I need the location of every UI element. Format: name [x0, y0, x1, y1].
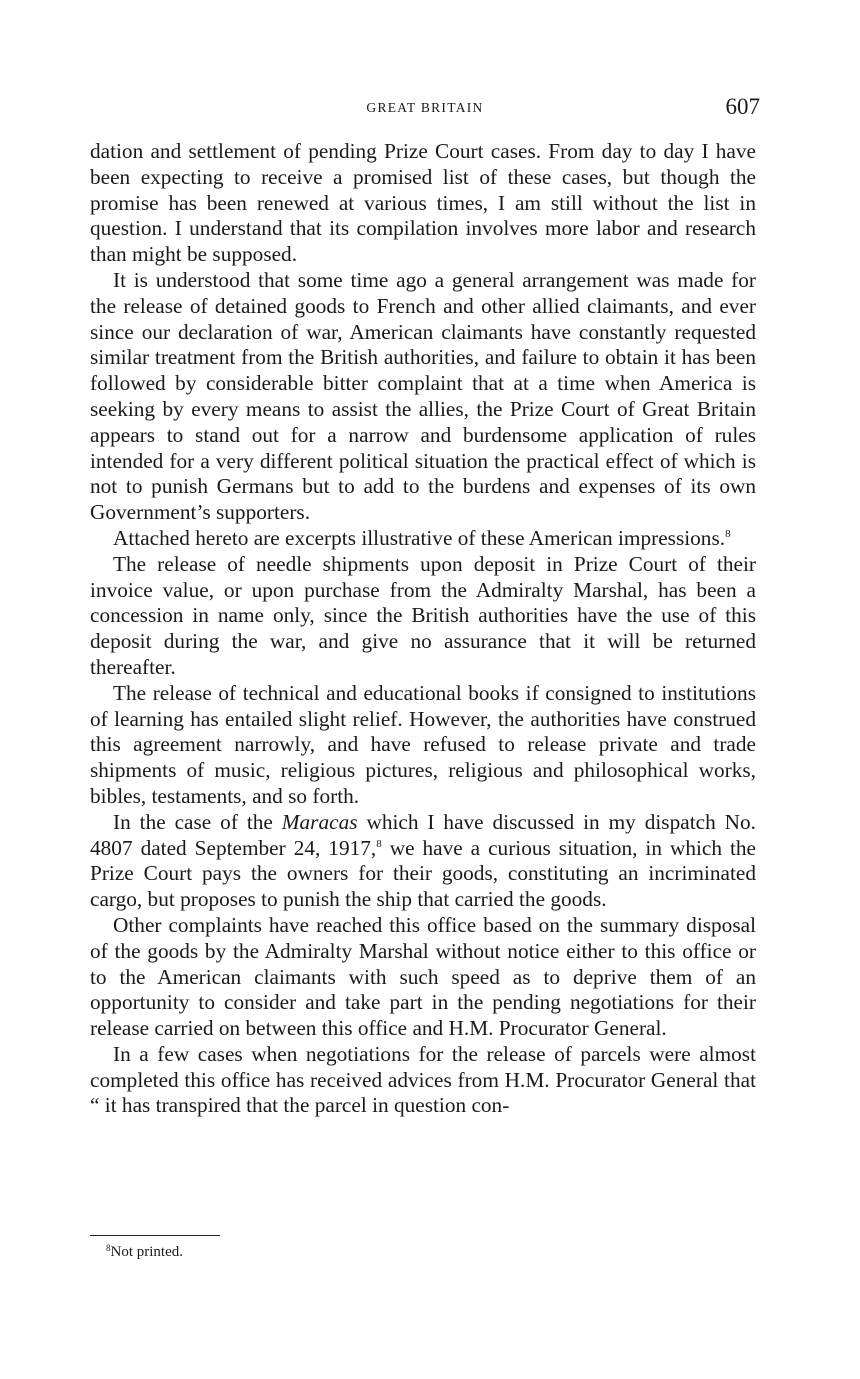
footnote-reference: 8: [725, 527, 731, 540]
running-head: [90, 94, 760, 124]
page-number: 607: [725, 94, 760, 119]
footnote-reference: 8: [376, 837, 382, 850]
footnote-text: Not printed.: [110, 1244, 183, 1260]
paragraph-1: dation and settlement of pending Prize Court cases. From day to day I have been expecting to receive a promised list of these cases, but though the promise has been renewed at various times, I am still without the list in question. I understand that its compilation involves more labor and research than might be supposed.: [90, 139, 756, 267]
running-title: GREAT BRITAIN: [366, 100, 484, 115]
body-text: [90, 139, 756, 1119]
paragraph-3-text: Attached hereto are excerpts illustrative of these American impressions.: [113, 525, 726, 550]
paragraph-6-text-a: In the case of the: [113, 809, 282, 834]
paragraph-6-text-c: we have a curious situation, in which the Prize Court pays the owners for their goods, constituting an incriminated cargo, but proposes to punish the ship that carried the goods.: [90, 835, 756, 912]
paragraph-6-text-b: which I have discussed in my dispatch No. 4807 dated September 24, 1917,: [90, 809, 756, 860]
paragraph-8: In a few cases when negotiations for the release of parcels were almost completed this office has received advices from H.M. Procurator General that “ it has transpired that the parcel in question con-: [90, 1041, 756, 1118]
paragraph-2: It is understood that some time ago a general arrangement was made for the release of detained goods to French and other allied claimants, and ever since our declaration of war, American claimants have constantly requested similar treatment from the British authorities, and failure to obtain it has been followed by considerable bitter complaint that at a time when America is seeking by every means to assist the allies, the Prize Court of Great Britain appears to stand out for a narrow and burdensome application of rules intended for a very different political situation the practical effect of which is not to punish Germans but to add to the burdens and expenses of its own Government’s supporters.: [90, 267, 756, 525]
paragraph-3: [90, 526, 756, 552]
footnote-marker: 8: [106, 1243, 111, 1253]
paragraph-4: The release of needle shipments upon deposit in Prize Court of their invoice value, or upon purchase from the Admiralty Marshal, has been a concession in name only, since the British authorities have the use of this deposit during the war, and give no assurance that it will be returned thereafter.: [90, 551, 756, 679]
footnote-divider: [90, 1235, 220, 1236]
ship-name: Maracas: [281, 809, 358, 834]
footnote: [106, 1242, 183, 1262]
paragraph-6: [90, 810, 756, 913]
paragraph-7: Other complaints have reached this office based on the summary disposal of the goods by the Admiralty Marshal without notice either to this office or to the American claimants with such speed as to deprive them of an opportunity to consider and take part in the pending negotiations for their release carried on between this office and H.M. Procurator General.: [90, 912, 756, 1041]
paragraph-5: The release of technical and educational books if consigned to institutions of learning has entailed slight relief. However, the authorities have construed this agreement narrowly, and have refused to release private and trade shipments of music, religious pictures, religious and philosophical works, bibles, testaments, and so forth.: [90, 680, 756, 808]
